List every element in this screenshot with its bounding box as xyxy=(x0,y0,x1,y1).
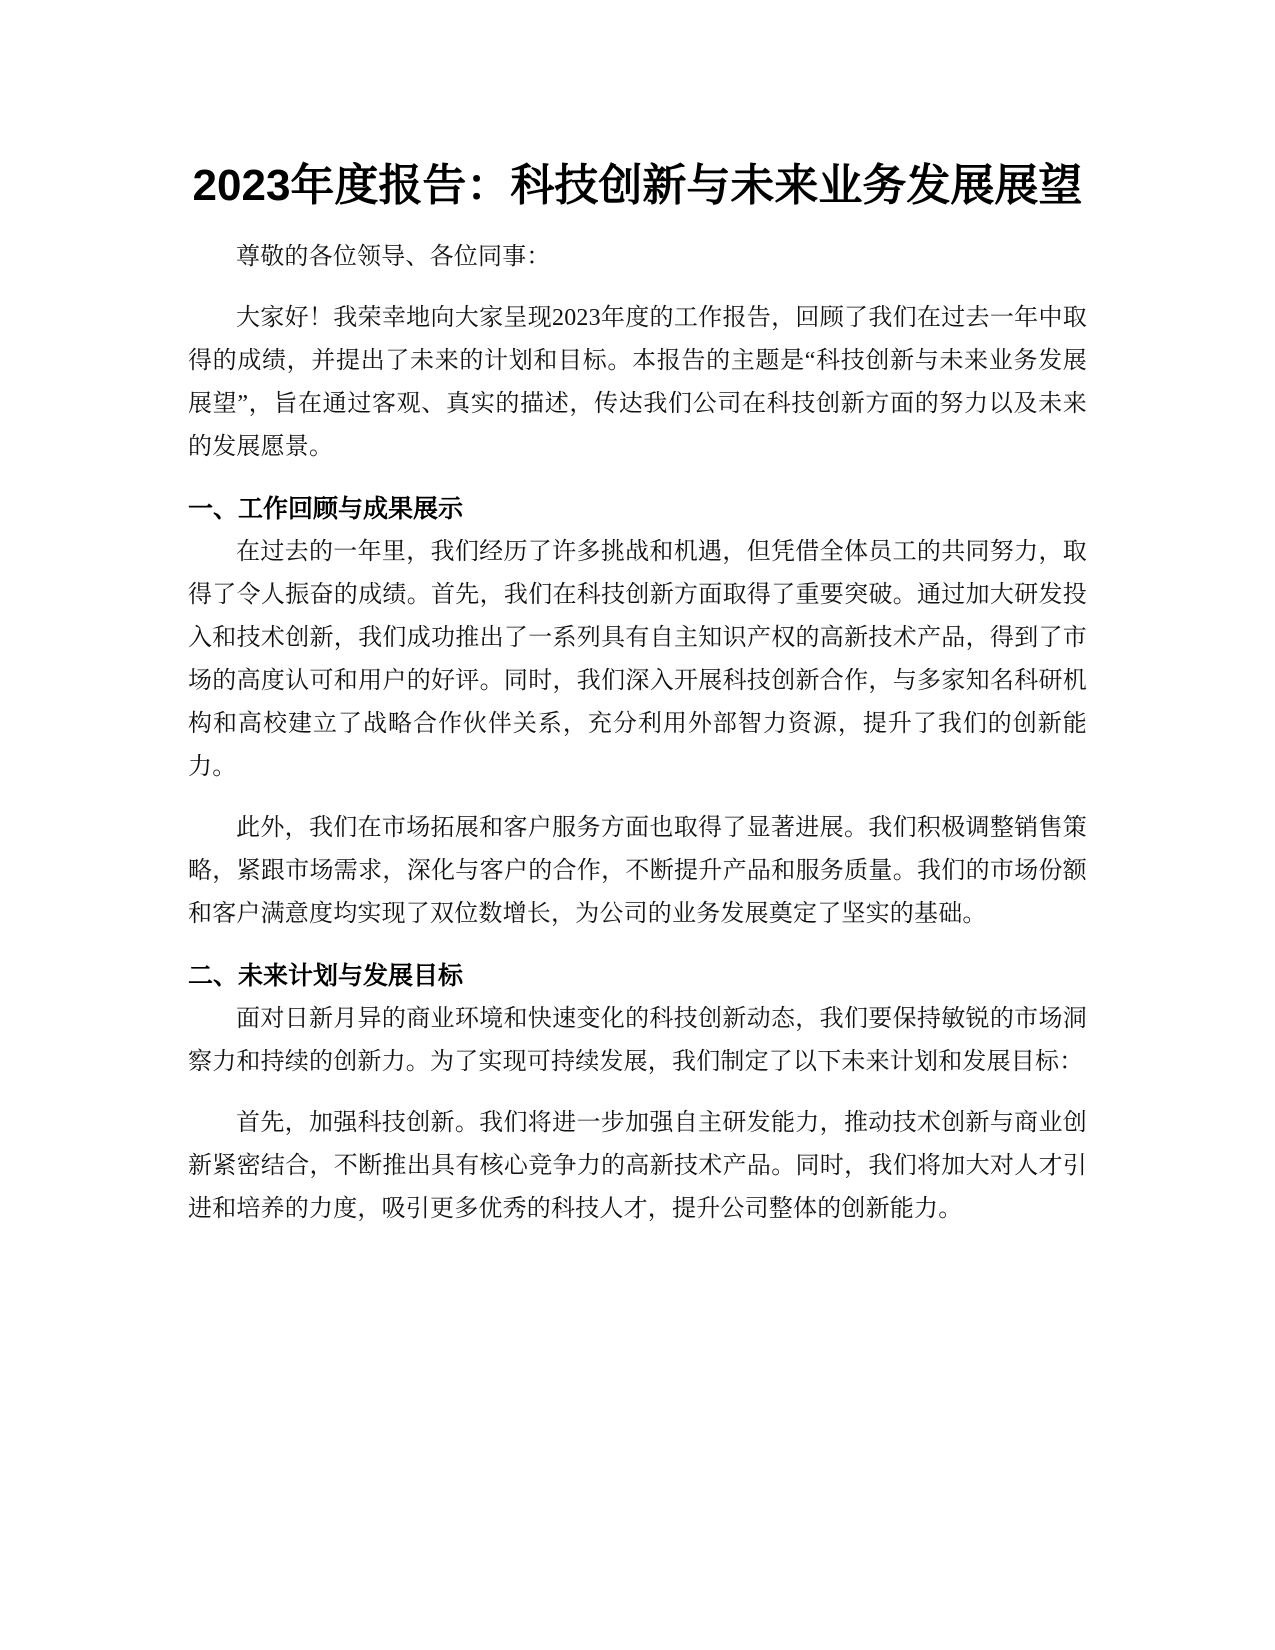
section-2-paragraph-2: 首先，加强科技创新。我们将进一步加强自主研发能力，推动技术创新与商业创新紧密结合，不断推出具有核心竞争力的高新技术产品。同时，我们将加大对人才引进和培养的力度，吸引更多优秀的科技人才，提升公司整体的创新能力。 xyxy=(188,1110,1087,1222)
document-title: 2023年度报告：科技创新与未来业务发展展望 xyxy=(192,161,1083,210)
document-body xyxy=(188,150,1087,1231)
section-1-paragraph-1: 在过去的一年里，我们经历了许多挑战和机遇，但凭借全体员工的共同努力，取得了令人振奋的成绩。首先，我们在科技创新方面取得了重要突破。通过加大研发投入和技术创新，我们成功推出了一系列具有自主知识产权的高新技术产品，得到了市场的高度认可和用户的好评。同时，我们深入开展科技创新合作，与多家知名科研机构和高校建立了战略合作伙伴关系，充分利用外部智力资源，提升了我们的创新能力。 xyxy=(188,539,1087,780)
section-1-paragraph-2: 此外，我们在市场拓展和客户服务方面也取得了显著进展。我们积极调整销售策略，紧跟市场需求，深化与客户的合作，不断提升产品和服务质量。我们的市场份额和客户满意度均实现了双位数增长，为公司的业务发展奠定了坚实的基础。 xyxy=(188,815,1087,927)
section-1-heading: 一、工作回顾与成果展示 xyxy=(188,495,464,523)
section-2-heading: 二、未来计划与发展目标 xyxy=(188,962,464,990)
intro-paragraph: 大家好！我荣幸地向大家呈现2023年度的工作报告，回顾了我们在过去一年中取得的成绩，并提出了未来的计划和目标。本报告的主题是“科技创新与未来业务发展展望”，旨在通过客观、真实的描述，传达我们公司在科技创新方面的努力以及未来的发展愿景。 xyxy=(188,305,1087,460)
salutation-paragraph: 尊敬的各位领导、各位同事： xyxy=(236,244,551,270)
section-2-paragraph-1: 面对日新月异的商业环境和快速变化的科技创新动态，我们要保持敏锐的市场洞察力和持续的创新力。为了实现可持续发展，我们制定了以下未来计划和发展目标： xyxy=(188,1006,1087,1075)
